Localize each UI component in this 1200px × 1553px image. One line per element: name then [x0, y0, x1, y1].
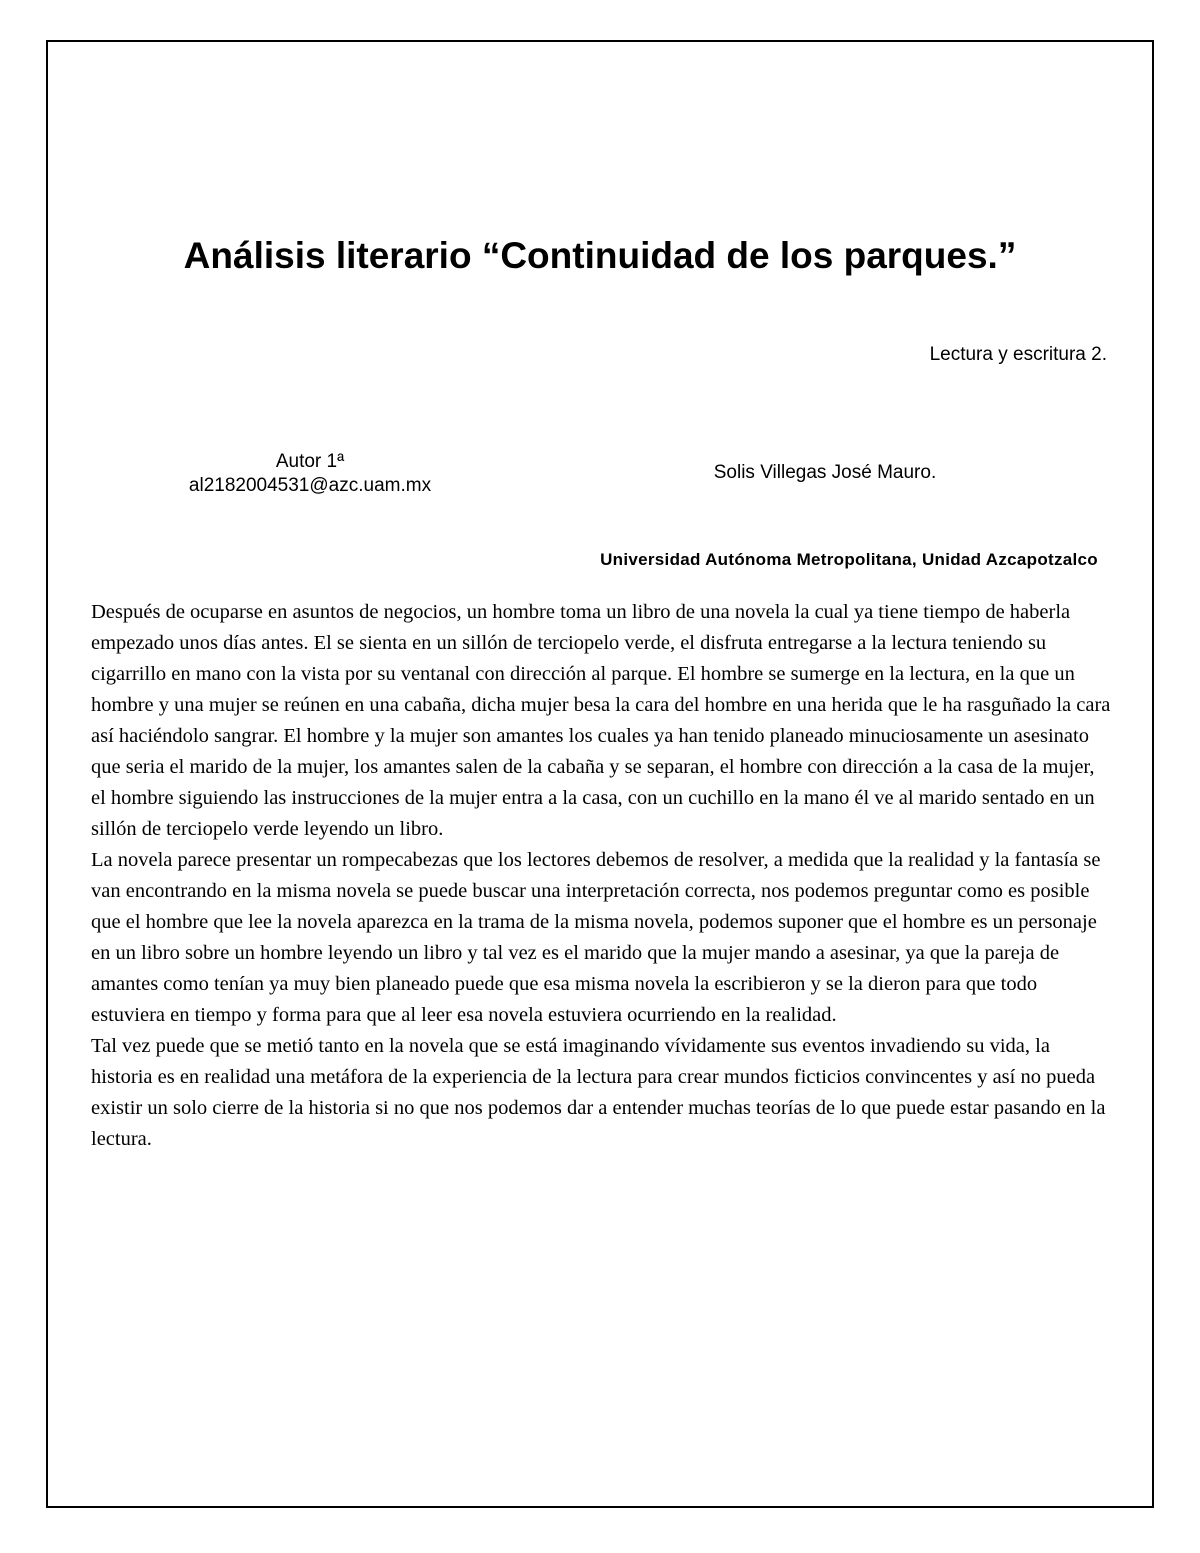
- paragraph: La novela parece presentar un rompecabezas que los lectores debemos de resolver, a medida que la realidad y la fantasía se van encontrando en la misma novela se puede buscar una interpretación correcta, nos podemos preguntar como es posible que el hombre que lee la novela aparezca en la trama de la misma novela, podemos suponer que el hombre es un personaje en un libro sobre un hombre leyendo un libro y tal vez es el marido que la mujer mando a asesinar, ya que la pareja de amantes como tenían ya muy bien planeado puede que esa misma novela la escribieron y se la dieron para que todo estuviera en tiempo y forma para que al leer esa novela estuviera ocurriendo en la realidad.: [91, 849, 1101, 1026]
- author-info: [160, 450, 460, 498]
- course-name: Lectura y escritura 2.: [929, 344, 1107, 365]
- university-name: Universidad Autónoma Metropolitana, Unidad Azcapotzalco: [600, 550, 1098, 569]
- paragraph: Tal vez puede que se metió tanto en la novela que se está imaginando vívidamente sus eventos invadiendo su vida, la historia es en realidad una metáfora de la experiencia de la lectura para crear mundos ficticios convincentes y así no pueda existir un solo cierre de la historia si no que nos podemos dar a entender muchas teorías de lo que puede estar pasando en la lectura.: [91, 1035, 1106, 1150]
- author-name: Solis Villegas José Mauro.: [713, 462, 937, 483]
- author-email: al2182004531@azc.uam.mx: [188, 475, 432, 496]
- author-label: Autor 1ª: [275, 451, 345, 472]
- document-title: Análisis literario “Continuidad de los parques.”: [183, 235, 1017, 276]
- essay-body: [91, 597, 1111, 1155]
- paragraph: Después de ocuparse en asuntos de negocios, un hombre toma un libro de una novela la cual ya tiene tiempo de haberla empezado unos días antes. El se sienta en un sillón de terciopelo verde, el disfruta entregarse a la lectura teniendo su cigarrillo en mano con la vista por su ventanal con dirección al parque. El hombre se sumerge en la lectura, en la que un hombre y una mujer se reúnen en una cabaña, dicha mujer besa la cara del hombre en una herida que le ha rasguñado la cara así haciéndolo sangrar. El hombre y la mujer son amantes los cuales ya han tenido planeado minuciosamente un asesinato que seria el marido de la mujer, los amantes salen de la cabaña y se separan, el hombre con dirección a la casa de la mujer, el hombre siguiendo las instrucciones de la mujer entra a la casa, con un cuchillo en la mano él ve al marido sentado en un sillón de terciopelo verde leyendo un libro.: [91, 601, 1111, 840]
